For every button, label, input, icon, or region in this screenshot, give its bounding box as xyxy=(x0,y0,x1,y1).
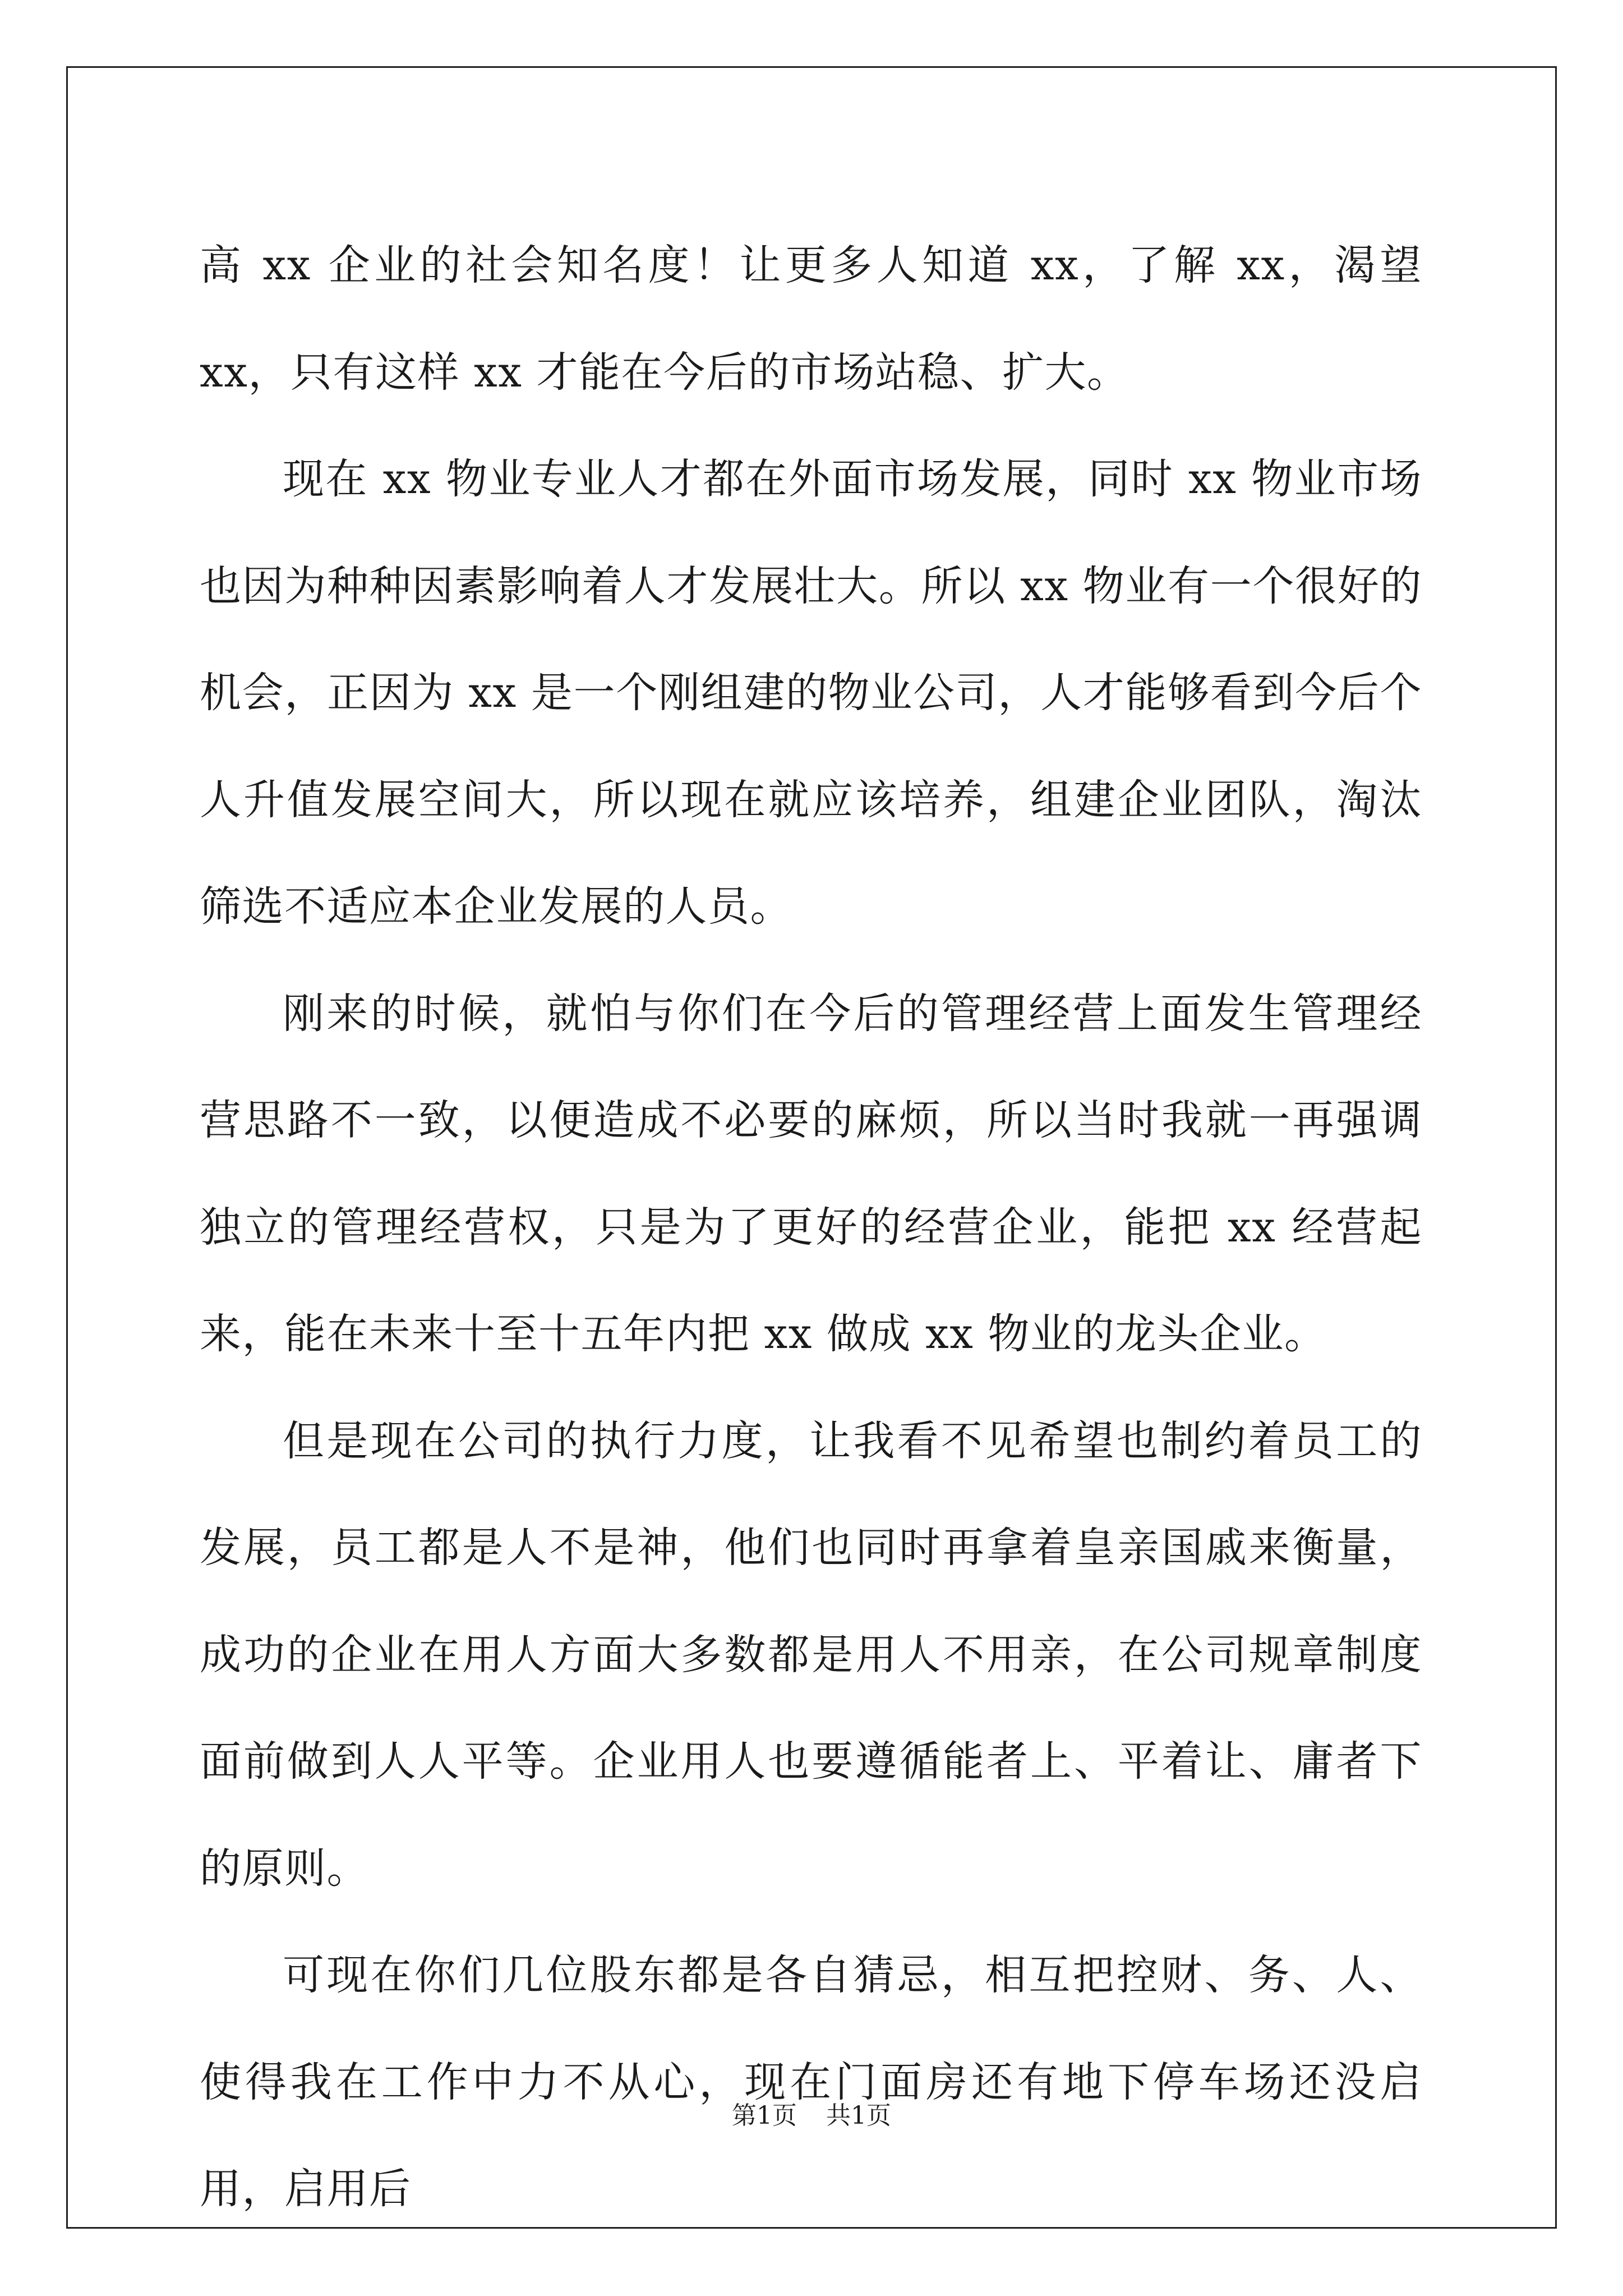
paragraph-4: 但是现在公司的执行力度，让我看不见希望也制约着员工的发展，员工都是人不是神，他们也同时再拿着皇亲国戚来衡量，成功的企业在用人方面大多数都是用人不用亲，在公司规章制度面前做到人人平等。企业用人也要遵循能者上、平着让、庸者下的原则。 xyxy=(200,1416,1422,1893)
page-total: 共1页 xyxy=(826,2101,891,2130)
page-footer xyxy=(0,2095,1623,2131)
paragraph-2: 现在 xx 物业专业人才都在外面市场发展，同时 xx 物业市场也因为种种因素影响着人才发展壮大。所以 xx 物业有一个很好的机会，正因为 xx 是一个刚组建的物业公司，人才能够看到今后个人升值发展空间大，所以现在就应该培养，组建企业团队，淘汰筛选不适应本企业发展的人员。 xyxy=(200,455,1422,931)
page-number: 第1页 xyxy=(732,2101,797,2130)
paragraph-5: 可现在你们几位股东都是各自猜忌，相互把控财、务、人、使得我在工作中力不从心，现在门面房还有地下停车场还没启用，启用后 xyxy=(200,1951,1422,2213)
paragraph-1: 高 xx 企业的社会知名度！让更多人知道 xx，了解 xx，渴望 xx，只有这样 xx 才能在今后的市场站稳、扩大。 xyxy=(200,241,1422,397)
paragraph-3: 刚来的时候，就怕与你们在今后的管理经营上面发生管理经营思路不一致，以便造成不必要的麻烦，所以当时我就一再强调独立的管理经营权，只是为了更好的经营企业，能把 xx 经营起来，能在未来十至十五年内把 xx 做成 xx 物业的龙头企业。 xyxy=(200,989,1422,1358)
document-body xyxy=(200,212,1422,2243)
